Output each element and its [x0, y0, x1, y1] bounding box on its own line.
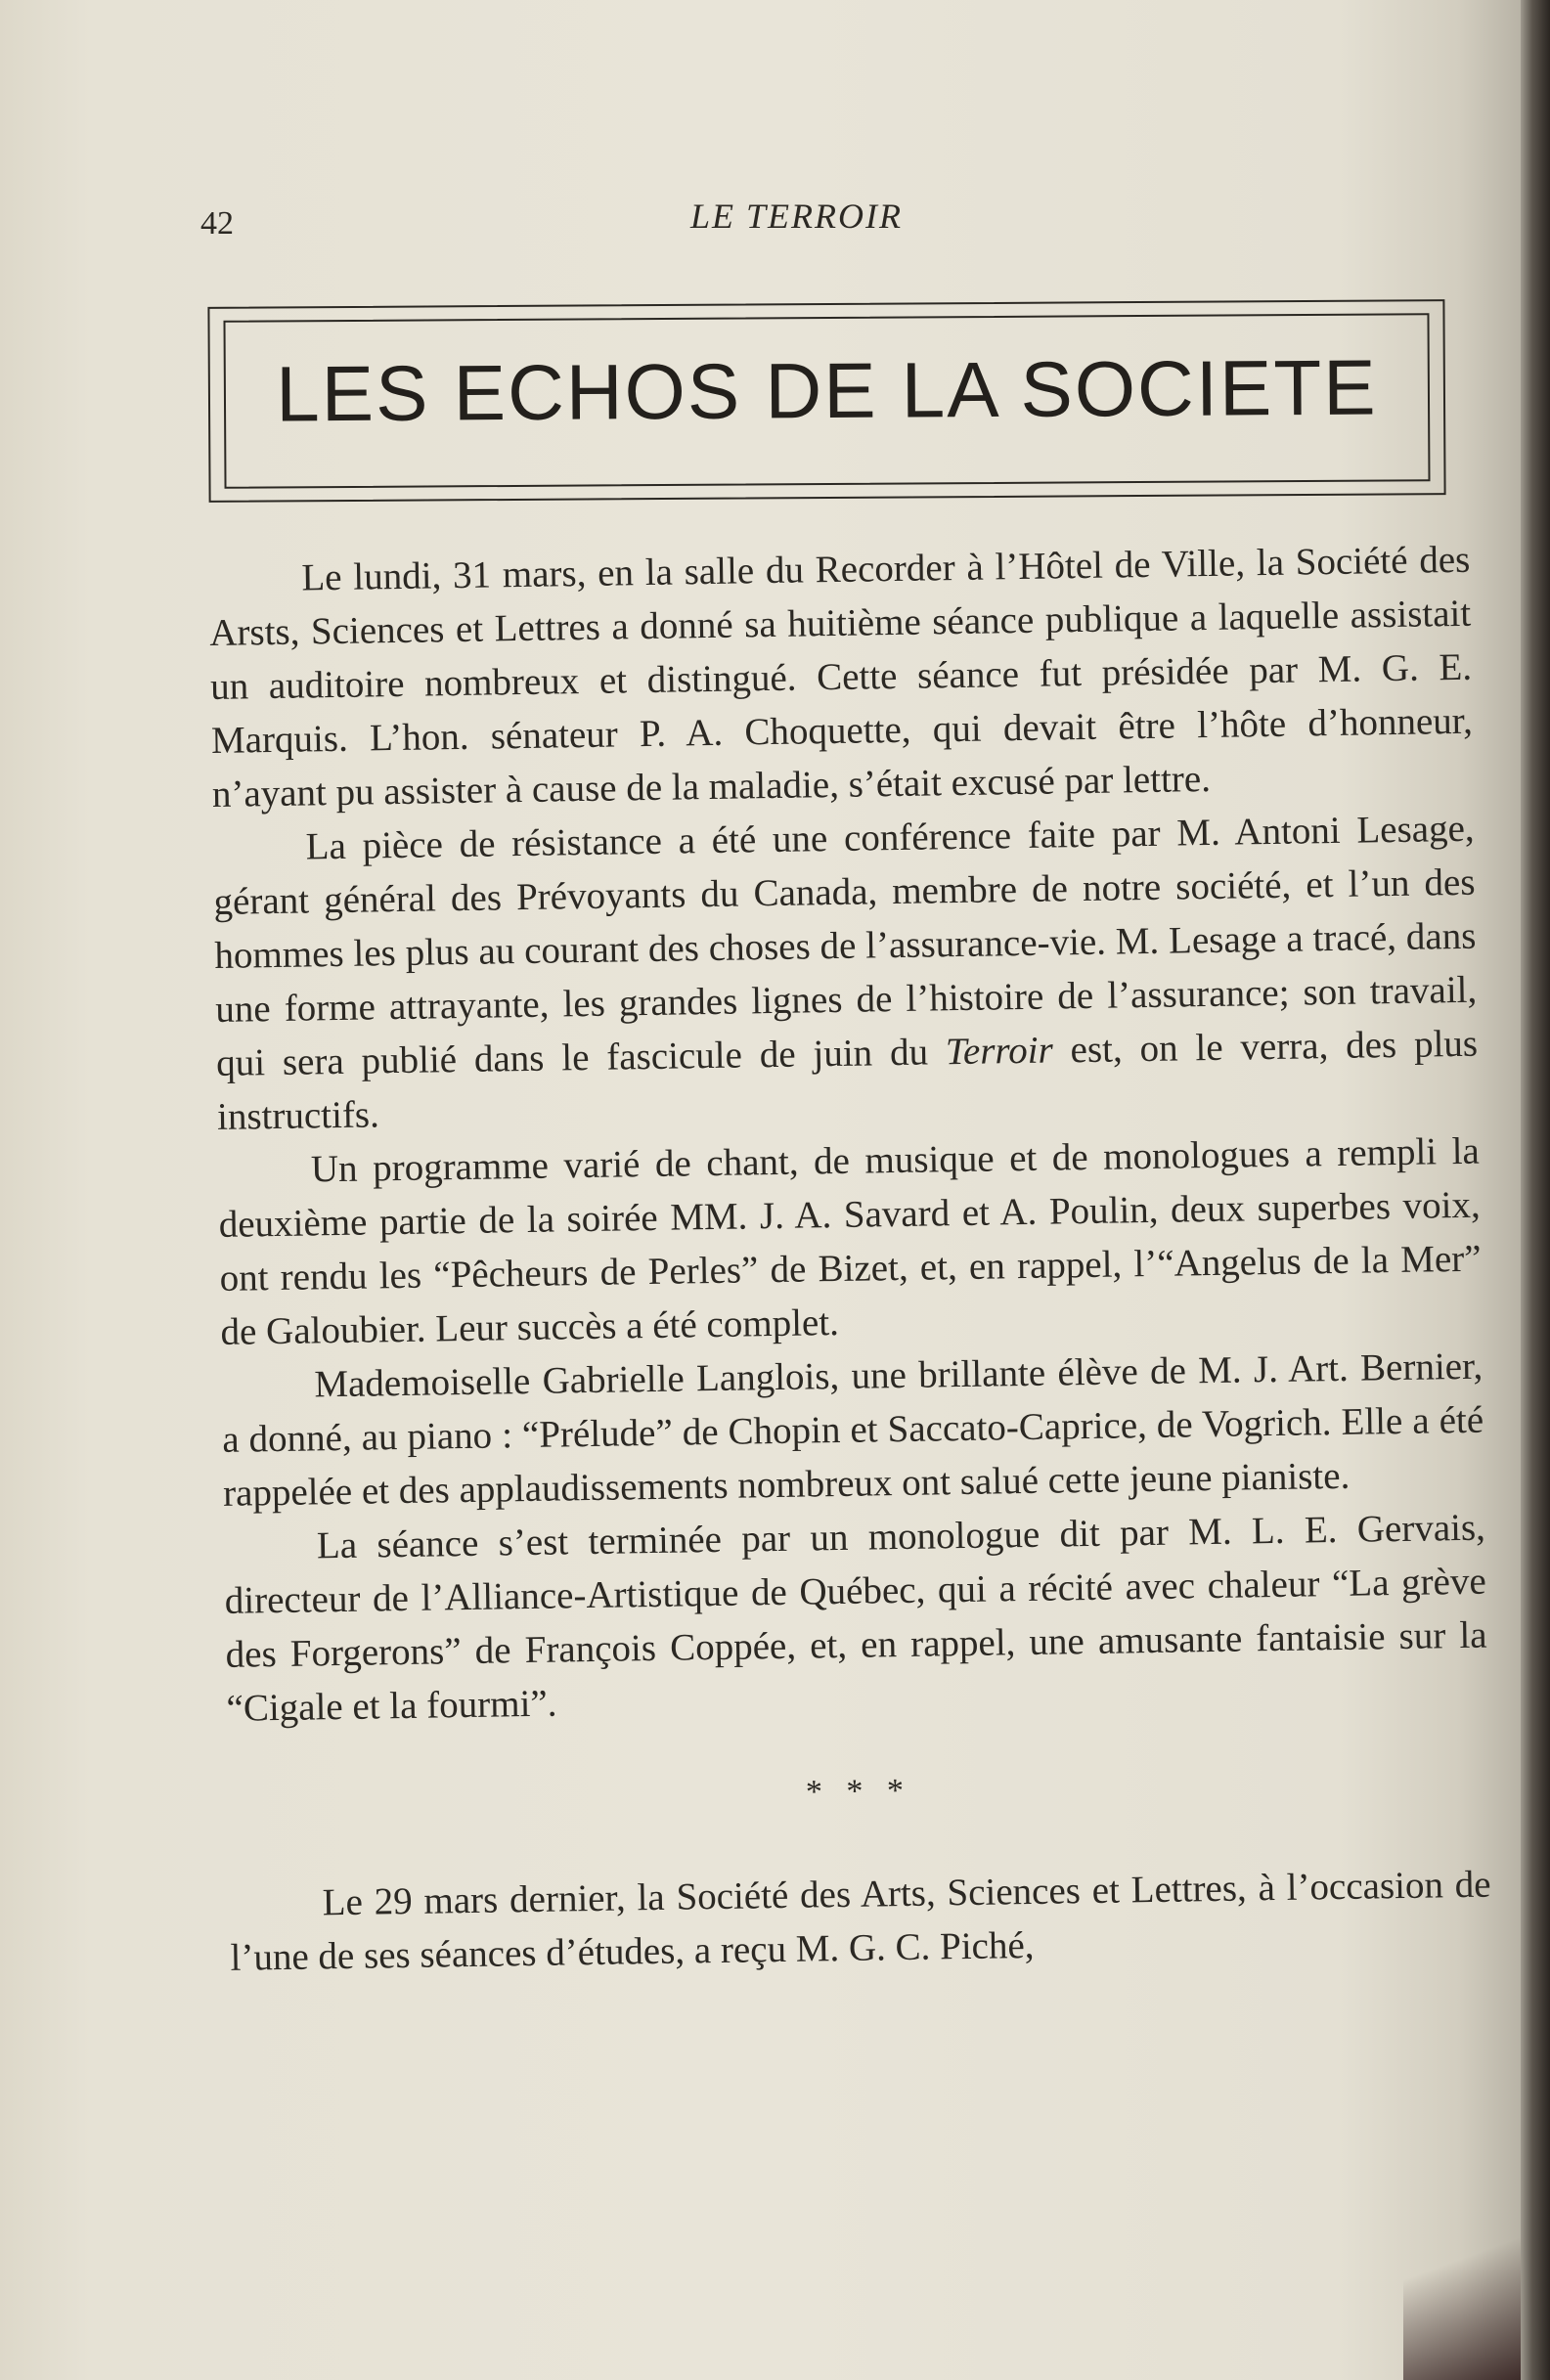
paragraph-2 [212, 802, 1479, 1144]
page-number: 42 [200, 205, 234, 242]
page-corner-shadow [1403, 2184, 1521, 2380]
paragraph-5: La séance s’est terminée par un monologue dit par M. L. E. Gervais, directeur de l’Alliance-Artistique de Québec, qui a récité avec chaleur “La grève des Forgerons” de François Coppée, et, en rappel, une amusante fantaisie sur la “Cigale et la fourmi”. [224, 1506, 1487, 1730]
paragraph-6: Le 29 mars dernier, la Société des Arts, Sciences et Lettres, à l’occasion de l’une de ses séances d’études, a reçu M. G. C. Piché, [230, 1863, 1491, 1979]
paragraph-3: Un programme varié de chant, de musique et de monologues a rempli la deuxième partie de la soirée MM. J. A. Savard et A. Poulin, deux superbes voix, ont rendu les “Pêcheurs de Perles” de Bizet, et, en rappel, l’“Angelus de la Mer” de Galoubier. Leur succès a été complet. [218, 1129, 1482, 1353]
book-binding-edge [1521, 0, 1550, 2380]
paragraph-2-text-b: est, on le verra, des plus instructifs. [216, 1022, 1479, 1138]
running-head: LE TERROIR [690, 197, 903, 236]
paragraph-2-text-a: La pièce de résistance a été une conférence faite par M. Antoni Lesage, gérant général des Prévoyants du Canada, membre de notre société, et l’un des hommes les plus au courant des choses de l’assurance-vie. M. Lesage a tracé, dans une forme attrayante, les grandes lignes de l’histoire de l’assurance; son travail, qui sera publié dans le fascicule de juin du [213, 807, 1478, 1084]
section-separator: * * * [805, 1772, 912, 1811]
journal-title-italic: Terroir [945, 1029, 1054, 1074]
page-title: LES ECHOS DE LA SOCIETE [275, 343, 1378, 438]
article-body [208, 533, 1492, 1985]
title-frame [207, 299, 1445, 503]
paragraph-4: Mademoiselle Gabrielle Langlois, une brillante élève de M. J. Art. Bernier, a donné, au piano : “Prélude” de Chopin et Saccato-Caprice, de Vogrich. Elle a été rappelée et des applaudissements nombreux ont salué cette jeune pianiste. [221, 1344, 1484, 1515]
paragraph-1: Le lundi, 31 mars, en la salle du Recorder à l’Hôtel de Ville, la Société des Arsts, Sciences et Lettres a donné sa huitième séance publique a laquelle assistait un auditoire nombreux et distingué. Cette séance fut présidée par M. G. E. Marquis. L’hon. sénateur P. A. Choquette, qui devait être l’hôte d’honneur, n’ayant pu assister à cause de la maladie, s’était excusé par lettre. [208, 538, 1474, 815]
